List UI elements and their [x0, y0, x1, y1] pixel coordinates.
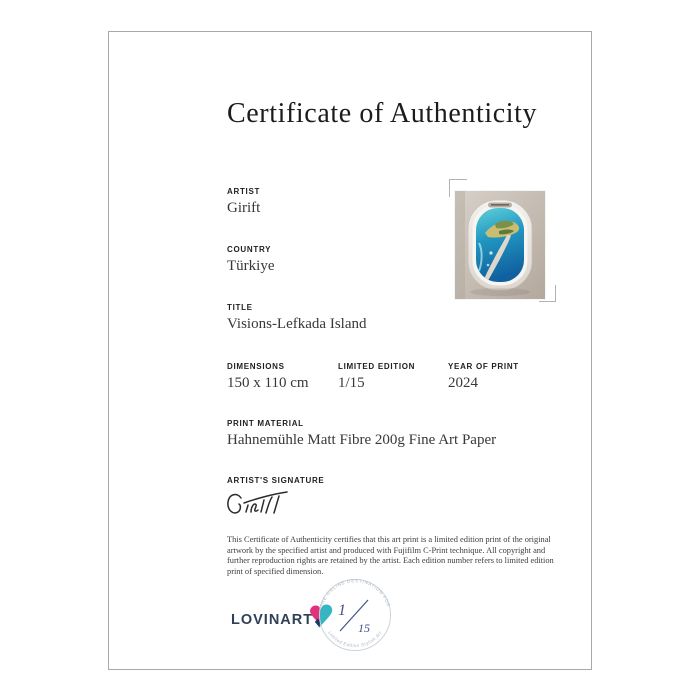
print-material-field	[227, 419, 496, 449]
edition-stamp	[317, 577, 393, 653]
stamp-arc-top-text: THE ONLINE DESTINATION FOR	[318, 578, 392, 608]
print-material-label: PRINT MATERIAL	[227, 419, 304, 428]
artist-signature-icon	[225, 487, 295, 525]
print-material-value: Hahnemühle Matt Fibre 200g Fine Art Paper	[227, 432, 497, 448]
limited-edition-value: 1/15	[338, 375, 365, 391]
limited-edition-label: LIMITED EDITION	[338, 362, 416, 371]
signature-label: ARTIST'S SIGNATURE	[227, 476, 325, 485]
dimensions-label: DIMENSIONS	[227, 362, 285, 371]
country-field	[227, 245, 274, 275]
country-value: Türkiye	[227, 258, 275, 274]
signature-field	[227, 476, 324, 485]
artist-field	[227, 187, 260, 217]
artist-label: ARTIST	[227, 187, 261, 196]
svg-text:THE ONLINE DESTINATION FOR	[319, 578, 391, 608]
certificate-disclaimer: This Certificate of Authenticity certifies that this art print is a limited edition print of the original artwork by the specified artist and produced with Fujifilm C-Print technique. All copyright and further reproduction rights are retained by the artist. Each edition number refers to limited edition print of specified dimension.	[227, 535, 554, 576]
year-of-print-label: YEAR OF PRINT	[448, 362, 519, 371]
stamp-arc-bottom-text: Limited Edition Stylish Art	[327, 630, 383, 649]
brand-name: LOVINART	[231, 612, 314, 628]
artwork-title-label: TITLE	[227, 303, 253, 312]
stamp-numerator: 1	[338, 602, 346, 619]
certificate-title: Certificate of Authenticity	[227, 98, 538, 129]
brand-wordmark	[231, 611, 318, 629]
stamp-denominator: 15	[358, 621, 370, 635]
svg-text:Limited Edition Stylish Art	[327, 630, 383, 648]
limited-edition-field	[338, 362, 415, 392]
artist-value: Girift	[227, 200, 261, 216]
artwork-title-field	[227, 303, 366, 333]
dimensions-value: 150 x 110 cm	[227, 375, 309, 391]
certificate-page	[108, 31, 592, 670]
artwork-title-value: Visions-Lefkada Island	[227, 316, 367, 332]
dimensions-field	[227, 362, 309, 392]
year-of-print-value: 2024	[448, 375, 478, 391]
country-label: COUNTRY	[227, 245, 272, 254]
year-of-print-field	[448, 362, 519, 392]
artwork-thumbnail	[455, 191, 545, 299]
